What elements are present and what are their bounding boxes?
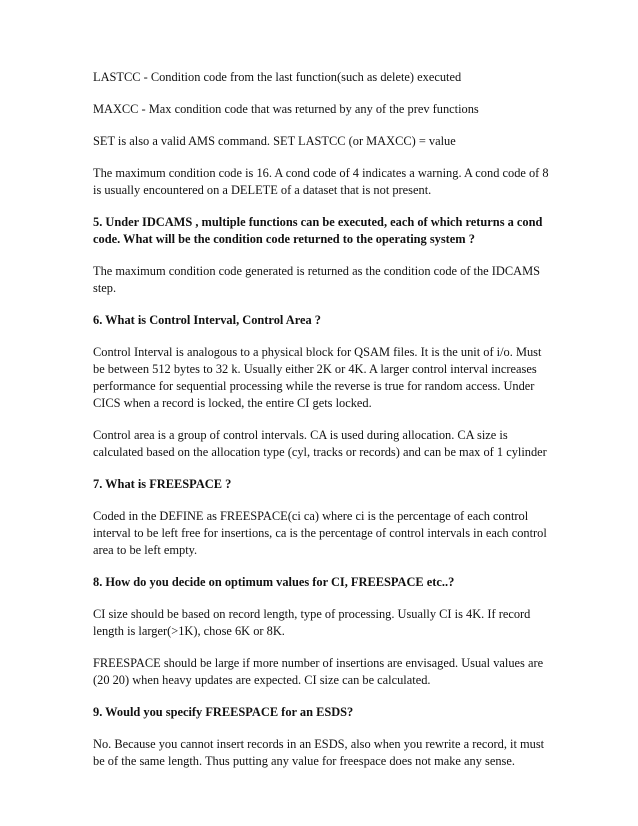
question-7-heading: 7. What is FREESPACE ?	[93, 477, 232, 491]
answer-9: No. Because you cannot insert records in an ESDS, also when you rewrite a record, it must be of the same length. Thus putting any value for freespace does not make any sense.	[93, 737, 545, 768]
answer-8-ci-size: CI size should be based on record length, type of processing. Usually CI is 4K. If record length is larger(>1K), chose 6K or 8K.	[93, 607, 531, 638]
paragraph-max-condition-code: The maximum condition code is 16. A cond code of 4 indicates a warning. A cond code of 8 is usually encountered on a DELETE of a dataset that is not present.	[93, 166, 549, 197]
question-8-heading: 8. How do you decide on optimum values for CI, FREESPACE etc..?	[93, 575, 455, 589]
answer-5: The maximum condition code generated is returned as the condition code of the IDCAMS step.	[93, 264, 540, 295]
paragraph-lastcc: LASTCC - Condition code from the last function(such as delete) executed	[93, 70, 462, 84]
paragraph-set-command: SET is also a valid AMS command. SET LASTCC (or MAXCC) = value	[93, 134, 456, 148]
answer-6-control-interval: Control Interval is analogous to a physical block for QSAM files. It is the unit of i/o. Must be between 512 bytes to 32 k. Usually either 2K or 4K. A larger control interval increases performance for sequential processing while the reverse is true for random access. Under CICS when a record is locked, the entire CI gets locked.	[93, 345, 542, 410]
answer-6-control-area: Control area is a group of control intervals. CA is used during allocation. CA size is calculated based on the allocation type (cyl, tracks or records) and can be max of 1 cylinder	[93, 428, 547, 459]
page-body	[93, 69, 553, 785]
answer-7: Coded in the DEFINE as FREESPACE(ci ca) where ci is the percentage of each control interval to be left free for insertions, ca is the percentage of control intervals in each control area to be left empty.	[93, 509, 547, 557]
answer-8-freespace: FREESPACE should be large if more number of insertions are envisaged. Usual values are (20 20) when heavy updates are expected. CI size can be calculated.	[93, 656, 544, 687]
question-9-heading: 9. Would you specify FREESPACE for an ESDS?	[93, 705, 354, 719]
question-5-heading: 5. Under IDCAMS , multiple functions can be executed, each of which returns a cond code. What will be the condition code returned to the operating system ?	[93, 215, 543, 246]
question-6-heading: 6. What is Control Interval, Control Area ?	[93, 313, 321, 327]
paragraph-maxcc: MAXCC - Max condition code that was returned by any of the prev functions	[93, 102, 479, 116]
